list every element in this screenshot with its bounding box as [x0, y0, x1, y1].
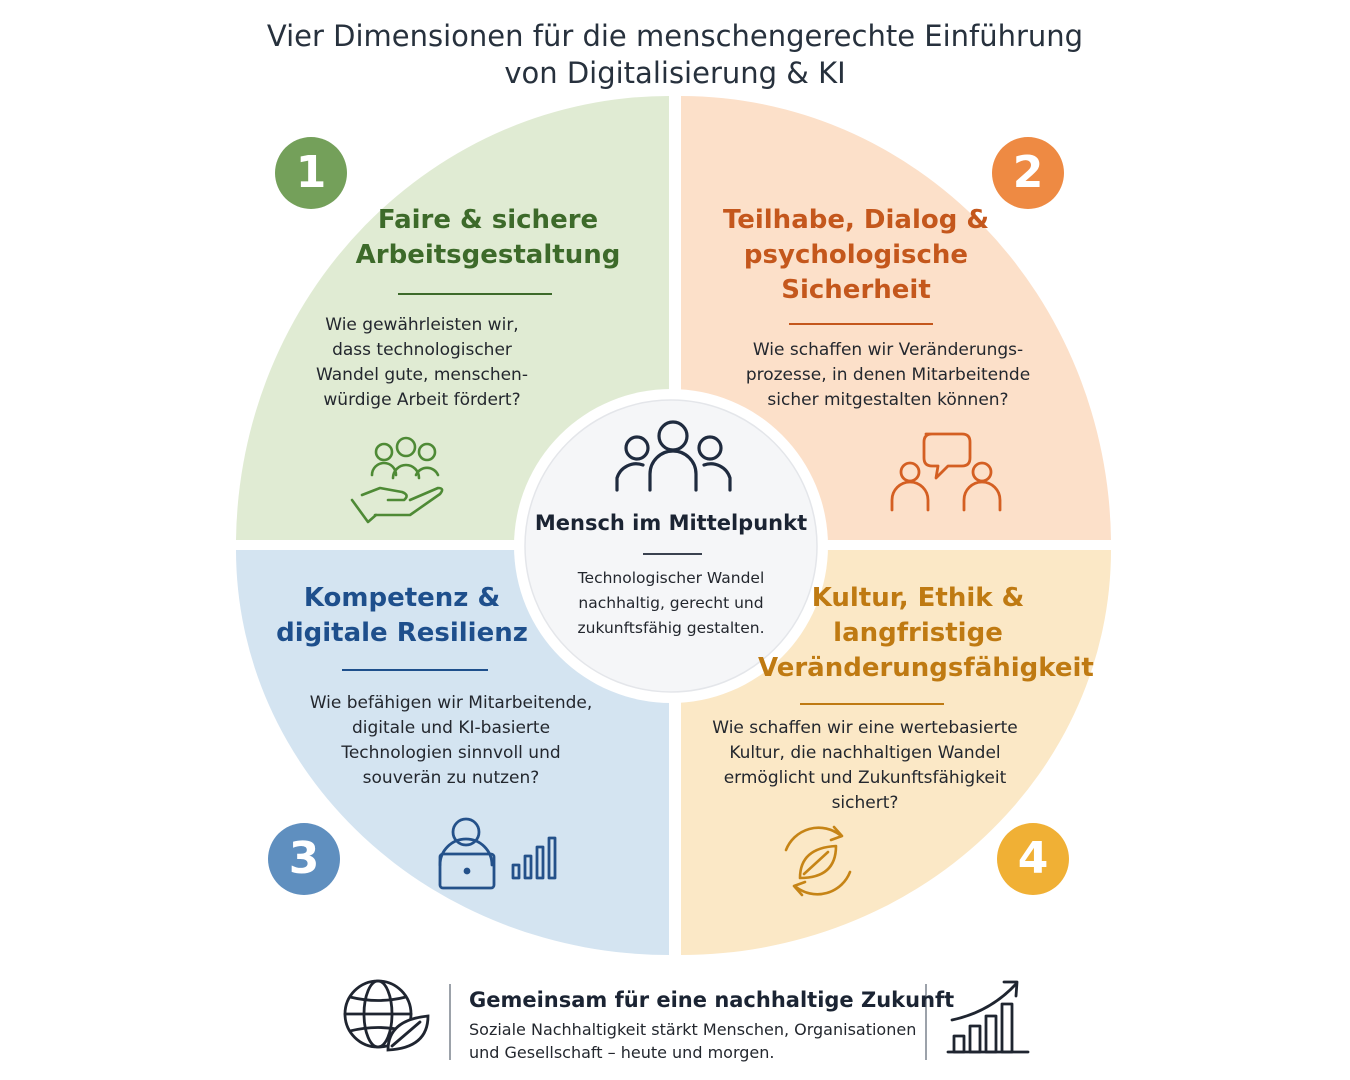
title-line-1: Vier Dimensionen für die menschengerechte Einführung — [266, 19, 1084, 53]
quadrant-3-title-line: Kompetenz & — [303, 583, 501, 613]
quadrant-4-title-line: Veränderungsfähigkeit — [758, 653, 1094, 683]
quadrant-2-title — [706, 203, 1006, 308]
quadrant-3-badge — [268, 823, 340, 895]
quadrant-3-rule — [342, 669, 488, 671]
quadrant-4-title-line: langfristige — [833, 618, 1003, 648]
quadrant-3-text-line: digitale und KI-basierte — [351, 718, 551, 738]
quadrant-4-text-line: Kultur, die nachhaltigen Wandel — [729, 743, 1001, 763]
quadrant-2-text-line: Wie schaffen wir Veränderungs- — [752, 340, 1024, 360]
quadrant-2-rule — [789, 323, 933, 325]
quadrant-1-text-line: würdige Arbeit fördert? — [323, 390, 521, 410]
quadrant-4-number: 4 — [1017, 833, 1049, 884]
quadrant-4-text-line: Wie schaffen wir eine wertebasierte — [712, 718, 1018, 738]
quadrant-3-title-line: digitale Resilienz — [276, 618, 528, 648]
quadrant-1-rule — [398, 293, 552, 295]
quadrant-4-badge — [997, 823, 1069, 895]
quadrant-3-text-line: Technologien sinnvoll und — [341, 743, 561, 763]
center-text-line: Technologischer Wandel — [577, 569, 765, 587]
center-text-line: nachhaltig, gerecht und — [578, 594, 764, 612]
quadrant-1-title-line: Faire & sichere — [377, 205, 599, 235]
quadrant-3-title — [252, 581, 552, 651]
center-text-line: zukunftsfähig gestalten. — [577, 619, 765, 637]
quadrant-2-badge — [992, 137, 1064, 209]
title-line-2: von Digitalisierung & KI — [504, 56, 846, 90]
quadrant-4-text-line: sichert? — [831, 793, 899, 813]
quadrant-1-badge — [275, 137, 347, 209]
footer-text-line: und Gesellschaft – heute und morgen. — [469, 1043, 775, 1062]
footer-text — [469, 1018, 916, 1064]
quadrant-2-text-line: prozesse, in denen Mitarbeitende — [745, 365, 1031, 385]
center-text — [521, 566, 821, 641]
quadrant-2-question — [718, 338, 1058, 413]
quadrant-1-text-line: Wie gewährleisten wir, — [325, 315, 519, 335]
quadrant-2-title-line: Sicherheit — [781, 275, 931, 305]
footer-title: Gemeinsam für eine nachhaltige Zukunft — [469, 988, 955, 1012]
quadrant-1-number: 1 — [295, 147, 327, 198]
quadrant-2-title-line: Teilhabe, Dialog & — [722, 205, 990, 235]
quadrant-1-question — [272, 313, 572, 413]
quadrant-3-text-line: Wie befähigen wir Mitarbeitende, — [309, 693, 593, 713]
quadrant-4-question — [695, 716, 1035, 816]
quadrant-1-title — [338, 203, 638, 273]
quadrant-4-title-line: Kultur, Ethik & — [811, 583, 1025, 613]
quadrant-1-text-line: Wandel gute, menschen- — [316, 365, 528, 385]
footer-text-line: Soziale Nachhaltigkeit stärkt Menschen, Organisationen — [469, 1020, 917, 1039]
quadrant-3-number: 3 — [288, 833, 320, 884]
center-title: Mensch im Mittelpunkt — [534, 511, 808, 535]
quadrant-3-question — [281, 691, 621, 791]
quadrant-2-title-line: psychologische — [743, 240, 969, 270]
quadrant-3-text-line: souverän zu nutzen? — [362, 768, 540, 788]
growth-chart-icon — [948, 982, 1028, 1052]
quadrant-2-number: 2 — [1012, 147, 1044, 198]
quadrant-1-text-line: dass technologischer — [332, 340, 512, 360]
quadrant-2-text-line: sicher mitgestalten können? — [767, 390, 1009, 410]
quadrant-1-title-line: Arbeitsgestaltung — [355, 240, 621, 270]
quadrant-4-text-line: ermöglicht und Zukunftsfähigkeit — [723, 768, 1007, 788]
quadrant-4-rule — [800, 703, 944, 705]
globe-leaf-icon — [345, 981, 428, 1050]
